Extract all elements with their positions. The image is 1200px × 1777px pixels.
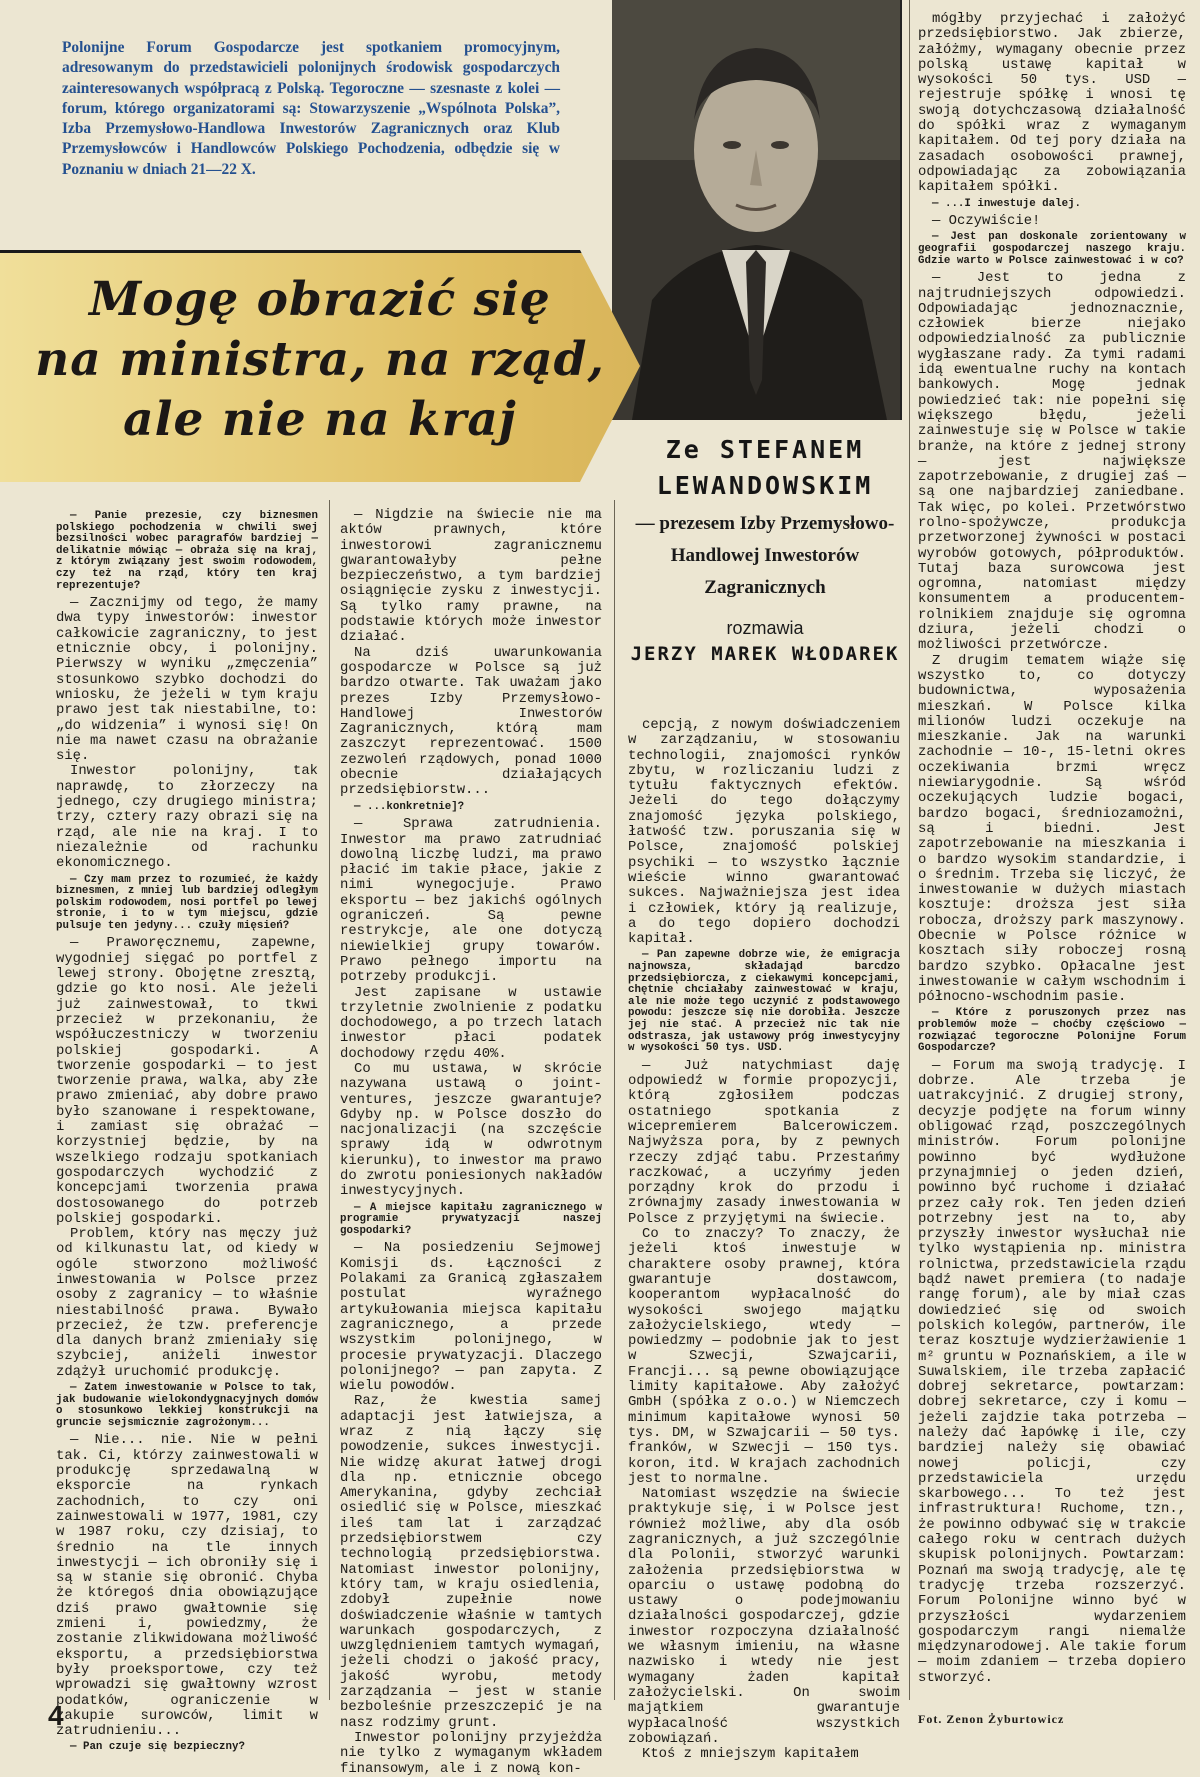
byline-role: — prezesem Izby Przemysłowo-Handlowej Inwestorów Zagranicznych — [635, 513, 895, 598]
column-divider — [614, 500, 615, 1700]
headline-line-2: na ministra, na rząd, — [35, 332, 605, 387]
article-headline — [10, 270, 630, 450]
interview-paragraph: — Na posiedzeniu Sejmowej Komisji ds. Łączności z Polakami za Granicą zgłaszałem postulat wyraźnego artykułowania miejsca kapitału zagranicznego, a przede wszystkim polonijnego, w procesie prywatyzacji. Dlaczego polonijnego? — pan zapyta. Z wielu powodów. — [340, 1240, 602, 1395]
headline-line-1: Mogę obrazić się — [89, 272, 551, 327]
interview-question: — Zatem inwestowanie w Polsce to tak, jak budowanie wielokondygnacyjnych domów o stosunkowo lekkiej konstrukcji na gruncie sejsmicznie zagrożonym... — [56, 1382, 318, 1429]
headline-line-3: ale nie na kraj — [123, 392, 517, 447]
interview-paragraph: Inwestor polonijny przyjeżdża nie tylko z wymaganym wkładem finansowym, ale i z nową kon- — [340, 1729, 602, 1777]
interview-question: — ...konkretnie]? — [354, 800, 465, 813]
interview-paragraph: Raz, że kwestia samej adaptacji jest łatwiejsza, a wraz z nią łączy się powodzenie, sukces inwestycji. Nie widzę akurat łatwej drogi dla np. etnicznie obcego Amerykanina, gdyby zechciał osiedlić się w Polsce, mieszkać ileś tam lat i zarządzać przedsiębiorstwem czy technologią przedsiębiorstwa. Natomiast inwestor polonijny, który tam, w kraju osiedlenia, zdobył zupełnie nowe doświadczenie właśnie w tamtych warunkach gospodarczych, z uwzględnieniem tamtych wymagań, jeżeli chodzi o jakość pracy, jakość wyrobu, metody zarządzania — jest w stanie bezboleśnie przeszczepić je na nasz rodzimy grunt. — [340, 1393, 602, 1731]
byline-rozmawia: rozmawia — [726, 618, 804, 638]
portrait-photo — [612, 0, 902, 420]
lead-paragraph: Polonijne Forum Gospodarcze jest spotkaniem promocyjnym, adresowanym do przedstawicieli polonijnych środowisk gospodarczych zainteresowanych współpracą z Polską. Tegoroczne — szesnaste z kolei — forum, którego organizatorami są: Stowarzyszenie „Wspólnota Polska”, Izba Przemysłowo-Handlowa Inwestorów Zagranicznych oraz Klub Przemysłowców i Handlowców Polskiego Pochodzenia, odbędzie się w Poznaniu w dniach 21—22 X. — [62, 39, 560, 178]
byline-block — [625, 432, 905, 665]
column-divider — [329, 500, 330, 1700]
interview-question: — Pan czuje się bezpieczny? — [70, 1741, 245, 1754]
interview-paragraph: Ktoś z mniejszym kapitałem — [642, 1746, 859, 1763]
interview-paragraph: Problem, który nas męczy już od kilkunastu lat, od kiedy w ogóle stworzono możliwość inwestowania w Polsce przez osoby z zagranicy — to właśnie niestabilność prawa. Bywało przecież, że tzw. preferencje dla danych branż zmieniały się szybciej, aniżeli inwestor zdążył uruchomić produkcję. — [56, 1226, 318, 1380]
column-1 — [56, 508, 318, 1754]
interview-paragraph: Inwestor polonijny, tak naprawdę, to złorzeczy na jednego, czy drugiego ministra; trzy, cztery razy obrazi się na rząd, ale nie na kraj. I to niezależnie od rachunku ekonomicznego. — [56, 763, 318, 872]
portrait-illustration — [612, 0, 900, 420]
interview-paragraph: Z drugim tematem wiąże się wszystko to, co dotyczy budownictwa, wyposażenia mieszkań. W Polsce kilka milionów ludzi oczekuje na mieszkanie. Jak na warunki zachodnie — 10-, 15-letni okres oczekiwania brzmi wręcz niewiarygodnie. Są wśród oczekujących ludzie bogaci, bardzo bogaci, średniozamożni, są i biedni. Jest zapotrzebowanie na mieszkania i o bardzo wysokim standardzie, i o średnim. Trzeba się liczyć, że inwestowanie w dużych miastach kosztuje: droższa jest siła robocza, droższy park maszynowy. Obecnie w Polsce różnice w kosztach siły roboczej rosną bardzo szybko. Opłacalne jest inwestowanie w całym wschodnim i północno-wschodnim pasie. — [918, 652, 1186, 1006]
interview-paragraph: — Praworęcznemu, zapewne, wygodniej sięgać po portfel z lewej strony. Obojętne zresztą, gdzie go kto nosi. Ale jeżeli już zainwestował, to tkwi przecież w przekonaniu, że współuczestniczy w tworzeniu polskiej gospodarki. A tworzenie gospodarki — to jest tworzenie prawa, walka, aby złe prawo zmieniać, aby dobre prawo było szanowane i respektowane, i zamiast się obrażać — korzystniej będzie, by na wszelkiego rodzaju spotkaniach gospodarczych wychodzić z koncepcjami tworzenia prawa dostosowanego do potrzeb polskiej gospodarki. — [56, 935, 318, 1227]
byline-ze: Ze STEFANEM — [665, 435, 865, 464]
interview-paragraph: — Oczywiście! — [932, 213, 1041, 230]
interview-paragraph: Jest zapisane w ustawie trzyletnie zwolnienie z podatku dochodowego, a po trzech latach inwestor płaci podatek dochodowy rzędu 40%. — [340, 984, 602, 1062]
column-4 — [918, 12, 1186, 1692]
interview-paragraph: Natomiast wszędzie na świecie praktykuje się, i w Polsce jest również możliwe, aby dla osób zagranicznych, a już szczególnie dla Polonii, stworzyć warunki założenia przedsiębiorstwa w oparciu o ustawę podobną do ustawy o podejmowaniu działalności gospodarczej, gdzie inwestor rozpoczyna działalność we własnym imieniu, na własne nazwisko i wtedy nie jest wymagany żaden kapitał założycielski. On swoim majątkiem gwarantuje wypłacalność wszystkich zobowiązań. — [628, 1486, 900, 1747]
interview-paragraph: — Sprawa zatrudnienia. Inwestor ma prawo zatrudniać dowolną liczbę ludzi, ma prawo płacić im takie płace, jakie z nimi wynegocjuje. Prawo eksportu — bez jakichś ogólnych ograniczeń. Są pewne restrykcje, ale one dotyczą niewielkiej grupy towarów. Prawo pełnego importu na potrzeby produkcji. — [340, 816, 602, 986]
interview-question: — ...I inwestuje dalej. — [932, 197, 1082, 210]
interview-paragraph: cepcją, z nowym doświadczeniem w zarządzaniu, w stosowaniu technologii, znajomości rynków zbytu, w rozliczaniu ludzi z tytułu faktycznych efektów. Jeżeli do tego dołączymy znajomość języka polskiego, łatwość tzw. poruszania się w Polsce, znajomość polskiej psychiki — to wszystko łącznie wieście winno gwarantować sukces. Najważniejsza jest idea i człowiek, który ją realizuje, a do tego dopiero dochodzi kapitał. — [628, 717, 900, 948]
interview-question: — Pan zapewne dobrze wie, że emigracja najnowsza, składająd barcdzo przedsiębiorcza, z ciekawymi koncepcjami, chętnie chciałaby zainwestować w kraju, ale nie może tego uczynić z podstawowego powodu: jeszcze się nie dorobiła. Jeszcze jej nie stać. A przecież nic tak nie odstrasza, jak ustawowy próg inwestycyjny w wysokości 50 tys. USD. — [628, 949, 900, 1055]
interview-paragraph: mógłby przyjechać i założyć przedsiębiorstwo. Jak zbierze, załóżmy, wymagany obecnie przez polską ustawę kapitał w wysokości 50 tys. USD — rejestruje spółkę i wnosi tę swoją dotychczasową działalność do spółki wraz z wymaganym kapitałem. Od tej pory działa na zasadach osobowości prawnej, odpowiadając za zobowiązania kapitałem spółki. — [918, 11, 1186, 196]
interview-paragraph: — Forum ma swoją tradycję. I dobrze. Ale trzeba je uatrakcyjnić. Z drugiej strony, decyzje podjęte na forum winny obligować rząd, poszczególnych ministrów. Forum polonijne powinno być wydłużone przynajmniej o jeden dzień, powinno być ruchome i działać przez cały rok. Ten jeden dzień potrzebny jest na to, aby przyszły inwestor wysłuchał nie tylko wystąpienia np. ministra rolnictwa, przedstawiciela rządu bądź nawet premiera (to nadaje rangę forum), ale by miał czas dowiedzieć się od swoich polskich kolegów, partnerów, ile teraz kosztuje wydzierżawienie 1 m² gruntu w Poznańskiem, a ile w Suwalskiem, ile trzeba zapłacić dobrej sekretarce, powtarzam: dobrej sekretarce, czy i komu — jeżeli zajdzie taka potrzeba — należy dać łapówkę i ile, czy bardziej należy się obawiać nowej policji, czy przedstawiciela urzędu skarbowego... To też jest infrastruktura! Ruchome, tzn., że powinno odbywać się w trakcie całego roku w centrach dużych skupisk polonijnych. Powtarzam: Poznań ma swoją tradycję, ale tę tradycję trzeba rozszerzyć. Forum Polonijne winno być w przyszłości wydarzeniem gospodarczym rangi niemalże międzynarodowej. Ale takie forum — moim zdaniem — trzeba dopiero stworzyć. — [918, 1057, 1186, 1686]
interview-paragraph: — Zacznijmy od tego, że mamy dwa typy inwestorów: inwestor całkowicie zagraniczny, to jest etnicznie obcy, i polonijny. Pierwszy w wyniku „zmęczenia” stosunkowo szybko dochodzi do wniosku, że jeżeli w tym kraju prawo jest tak niestabilne, to: „do widzenia” i wynosi się! On nie ma nawet czasu na obrażanie się. — [56, 595, 318, 765]
interview-question: — Jest pan doskonale zorientowany w geografii gospodarczej naszego kraju. Gdzie warto w Polsce zainwestować i w co? — [918, 231, 1186, 267]
interview-paragraph: Na dziś uwarunkowania gospodarcze w Polsce są już bardzo otwarte. Tak uważam jako prezes Izby Przemysłowo-Handlowej Inwestorów Zagranicznych, którą mam zaszczyt reprezentować. 1500 zezwoleń rządowych, ponad 1000 obecnie działających przedsiębiorstw... — [340, 644, 602, 799]
interview-paragraph: — Nie... nie. Nie w pełni tak. Ci, którzy zainwestowali w produkcję sprzedawalną w eksporcie na rynkach zachodnich, to czy oni zainwestowali w 1977, 1981, czy w 1987 roku, czy dzisiaj, to średnio na tle innych inwestycji — ich obroniły się i są w stanie się obronić. Chyba że któregoś dnia obowiązujące dziś prawo gwałtownie się zmieni i, powiedzmy, że zostanie zlikwidowana możliwość eksportu, a przedsiębiorstwa były proeksportowe, czy też wprowadzi się gwałtowny wzrost podatków, ograniczenie w zakupie surowców, limit w zatrudnieniu... — [56, 1432, 318, 1740]
interview-paragraph: — Już natychmiast daję odpowiedź w formie propozycji, którą zgłosiłem podczas ostatniego spotkania z wicepremierem Balcerowiczem. Najwyższa pora, by z pewnych rzeczy zdjąć tabu. Przestańmy raczkować, a uczyńmy jeden porządny krok do przodu i zrównajmy zasady inwestowania w Polsce z przyjętymi na świecie. — [628, 1057, 900, 1227]
interview-question: — Które z poruszonych przez nas problemów może — choćby częściowo — rozwiązać tegoroczne Polonijne Forum Gospodarcze? — [918, 1007, 1186, 1055]
interview-paragraph: Co to znaczy? To znaczy, że jeżeli ktoś inwestuje w charaktere osoby prawnej, która gwarantuje dostawcom, kooperantom wypłacalność do wysokości swojego majątku założycielskiego, wtedy — powiedzmy — podobnie jak to jest w Szwecji, Szwajcarii, Francji... są pewne obowiązujące limity kapitałowe. Aby założyć GmbH (spółka z o.o.) w Niemczech minimum kapitałowe wynosi 50 tys. DM, w Szwajcarii — 50 tys. franków, w Szwecji — 150 tys. koron, itd. W krajach zachodnich jest to normalne. — [628, 1226, 900, 1487]
interview-paragraph: — Nigdzie na świecie nie ma aktów prawnych, które inwestorowi zagranicznemu gwarantowałyby pełne bezpieczeństwo, a tym bardziej osiągnięcie zysku z inwestycji. Są tylko ramy prawne, na podstawie których może inwestor działać. — [340, 507, 602, 646]
column-3 — [628, 717, 900, 1763]
interview-question: — Panie prezesie, czy biznesmen polskiego pochodzenia w chwili swej bezsilności wobec paragrafów bardziej — delikatnie mówiąc — obraża się na kraj, z którym związany jest swoim rodowodem, czy też na rząd, który ten kraj reprezentuje? — [56, 510, 318, 592]
photo-credit: Fot. Zenon Żyburtowicz — [918, 1712, 1065, 1726]
column-divider — [909, 0, 910, 1700]
interview-question: — Czy mam przez to rozumieć, że każdy biznesmen, z mniej lub bardziej odległym polskim rodowodem, nosi portfel po lewej stronie, i to w tym miejscu, gdzie pulsuje ten jedyny... czuły mięsień? — [56, 873, 318, 932]
byline-author: JERZY MAREK WŁODAREK — [630, 643, 900, 665]
page-number: 4 — [48, 1700, 64, 1731]
interview-paragraph: — Jest to jedna z najtrudniejszych odpowiedzi. Odpowiadając jednoznacznie, człowiek bierze niejako odpowiedzialność za publicznie wygłaszane rady. Za tymi radami idą ewentualne ruchy na kontach bankowych. Mogę jednak powiedzieć tak: nie popełni się większego błędu, jeżeli zainwestuje się w Polsce w takie branże, na które z jednej strony — jest największe zapotrzebowanie, z drugiej zaś — są one najbardziej zaniedbane. Tak więc, po kolei. Przetwórstwo rolno-spożywcze, produkcja przetworzonej żywności w postaci wyrobów gotowych, półproduktów. Tutaj baza surowcowa jest ogromna, natomiast między konsumentem a producentem-rolnikiem znajduje się ogromna dziura, jeżeli chodzi o możliwości przetwórcze. — [918, 270, 1186, 654]
interview-question: — A miejsce kapitału zagranicznego w programie prywatyzacji naszej gospodarki? — [340, 1201, 602, 1237]
byline-surname: LEWANDOWSKIM — [656, 471, 874, 500]
column-2 — [340, 507, 602, 1777]
interview-paragraph: Co mu ustawa, w skrócie nazywana ustawą o joint-ventures, jeszcze gwarantuje? Gdyby np. w Polsce doszło do nacjonalizacji (na szczęście sprawy idą w odwrotnym kierunku), to inwestor ma prawo do zwrotu poniesionych nakładów inwestycyjnych. — [340, 1060, 602, 1200]
